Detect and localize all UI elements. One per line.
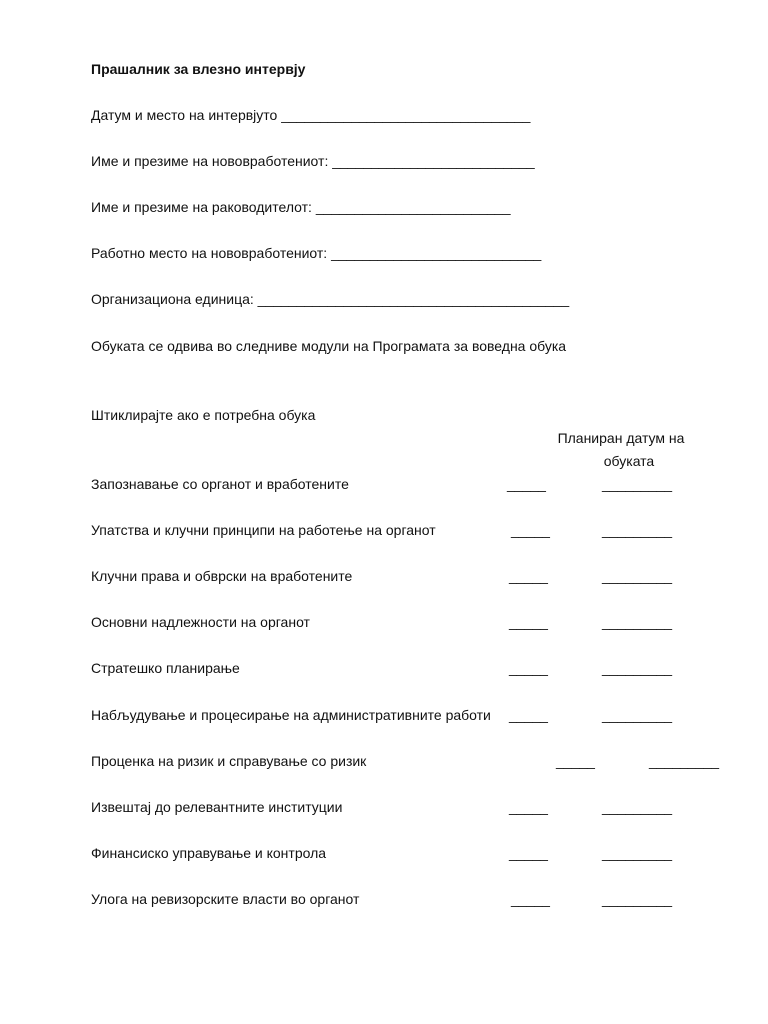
module-name: Набљудување и процесирање на административните работи [91,707,491,723]
planned-date-blank[interactable]: _________ [602,568,673,584]
planned-date-blank[interactable]: _________ [602,707,673,723]
planned-date-blank[interactable]: _________ [602,891,673,907]
training-needed-checkbox-blank[interactable]: _____ [509,799,548,815]
check-instruction-text: Штиклирајте ако е потребна обука [91,407,316,423]
module-name: Упатства и клучни принципи на работење на органот [91,522,436,538]
training-needed-checkbox-blank[interactable]: _____ [509,614,548,630]
module-name: Проценка на ризик и справување со ризик [91,753,367,769]
planned-date-blank[interactable]: _________ [602,799,673,815]
training-needed-checkbox-blank[interactable]: _____ [509,845,548,861]
document-title: Прашалник за влезно интервју [91,61,306,77]
planned-date-header-line1: Планиран датум на [557,430,685,446]
planned-date-blank[interactable]: _________ [602,660,673,676]
training-needed-checkbox-blank[interactable]: _____ [509,660,548,676]
organizational-unit-field[interactable]: Организациона единица: ________________________________________ [91,291,570,307]
module-name: Клучни права и обврски на вработените [91,568,353,584]
planned-date-blank[interactable]: _________ [602,476,673,492]
training-needed-checkbox-blank[interactable]: _____ [509,707,548,723]
planned-date-blank[interactable]: _________ [649,753,720,769]
planned-date-blank[interactable]: _________ [602,522,673,538]
planned-date-blank[interactable]: _________ [602,845,673,861]
modules-intro-text: Обуката се одвива во следниве модули на Програмата за воведна обука [91,338,567,354]
interview-date-place-field[interactable]: Датум и место на интервјуто ________________________________ [91,107,531,123]
training-needed-checkbox-blank[interactable]: _____ [556,753,595,769]
module-name: Улога на ревизорските власти во органот [91,891,360,907]
module-name: Основни надлежности на органот [91,614,310,630]
module-name: Стратешко планирање [91,660,240,676]
planned-date-header-line2: обуката [603,453,655,469]
training-needed-checkbox-blank[interactable]: _____ [507,476,546,492]
new-employee-name-field[interactable]: Име и презиме на нововработениот: __________________________ [91,153,535,169]
training-needed-checkbox-blank[interactable]: _____ [511,891,550,907]
module-name: Финансиско управување и контрола [91,845,327,861]
job-position-field[interactable]: Работно место на нововработениот: ___________________________ [91,245,542,261]
module-name: Извештај до релевантните институции [91,799,343,815]
training-needed-checkbox-blank[interactable]: _____ [511,522,550,538]
training-needed-checkbox-blank[interactable]: _____ [509,568,548,584]
manager-name-field[interactable]: Име и презиме на раководителот: _________________________ [91,199,511,215]
module-name: Запознавање со органот и вработените [91,476,349,492]
planned-date-blank[interactable]: _________ [602,614,673,630]
